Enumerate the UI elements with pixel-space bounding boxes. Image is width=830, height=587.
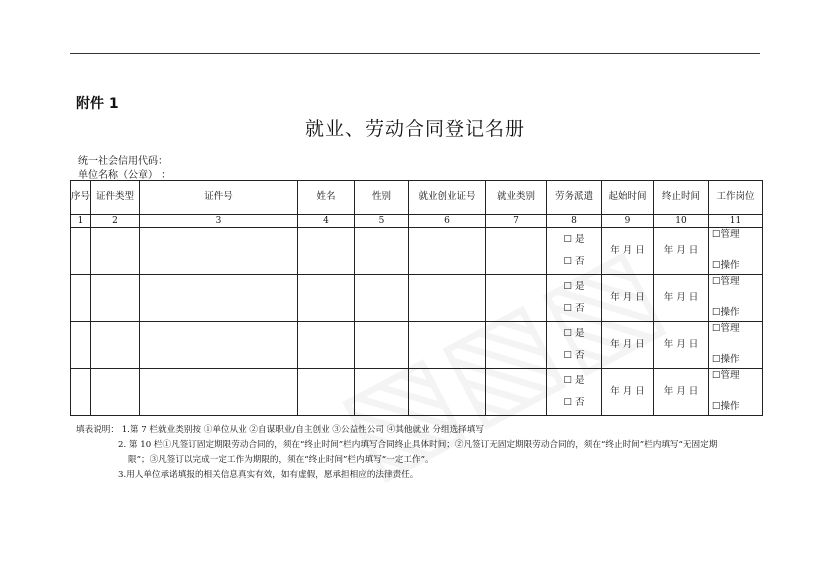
operate-checkbox[interactable]: ☐操作 <box>712 307 740 319</box>
yes-checkbox[interactable]: ☐ 是 <box>563 374 585 386</box>
no-checkbox[interactable]: ☐ 否 <box>563 302 585 314</box>
registration-table <box>70 180 763 416</box>
start-date-cell[interactable]: 年 月 日 <box>602 275 654 322</box>
header-row <box>71 181 763 215</box>
table-cell[interactable] <box>409 369 486 416</box>
table-cell[interactable] <box>486 228 547 275</box>
header-cell: 起始时间 <box>602 181 654 215</box>
header-cell: 劳务派遣 <box>547 181 602 215</box>
table-cell[interactable] <box>355 228 409 275</box>
end-date-cell[interactable]: 年 月 日 <box>654 369 709 416</box>
table-cell[interactable] <box>355 322 409 369</box>
table-cell[interactable] <box>91 275 140 322</box>
table-cell[interactable] <box>355 369 409 416</box>
table-cell[interactable] <box>71 369 91 416</box>
dispatch-cell <box>547 369 602 416</box>
column-number: 5 <box>355 215 409 228</box>
table-cell[interactable] <box>409 322 486 369</box>
post-cell <box>709 228 763 275</box>
manage-checkbox[interactable]: ☐管理 <box>712 370 740 382</box>
table-cell[interactable] <box>91 228 140 275</box>
column-number: 6 <box>409 215 486 228</box>
table-row <box>71 369 763 416</box>
no-checkbox[interactable]: ☐ 否 <box>563 255 585 267</box>
manage-checkbox[interactable]: ☐管理 <box>712 323 740 335</box>
operate-checkbox[interactable]: ☐操作 <box>712 354 740 366</box>
column-number: 10 <box>654 215 709 228</box>
column-number: 4 <box>298 215 355 228</box>
table-cell[interactable] <box>298 228 355 275</box>
post-cell <box>709 322 763 369</box>
manage-checkbox[interactable]: ☐管理 <box>712 276 740 288</box>
header-cell: 工作岗位 <box>709 181 763 215</box>
instruction-line-2-continued: 限”；③凡签订以完成一定工作为期限的，须在“终止时间”栏内填写“一定工作”。 <box>128 455 434 465</box>
table-cell[interactable] <box>355 275 409 322</box>
no-checkbox[interactable]: ☐ 否 <box>563 396 585 408</box>
table-cell[interactable] <box>298 275 355 322</box>
table-cell[interactable] <box>91 322 140 369</box>
table-cell[interactable] <box>298 369 355 416</box>
header-cell: 就业类别 <box>486 181 547 215</box>
table-row <box>71 322 763 369</box>
column-number: 3 <box>140 215 298 228</box>
credit-code-label: 统一社会信用代码： <box>78 156 168 167</box>
column-number: 11 <box>709 215 763 228</box>
table-cell[interactable] <box>71 322 91 369</box>
header-cell: 就业创业证号 <box>409 181 486 215</box>
column-number: 7 <box>486 215 547 228</box>
column-number: 1 <box>71 215 91 228</box>
post-cell <box>709 369 763 416</box>
operate-checkbox[interactable]: ☐操作 <box>712 260 740 272</box>
dispatch-cell <box>547 275 602 322</box>
table-cell[interactable] <box>71 275 91 322</box>
page-title: 就业、劳动合同登记名册 <box>304 118 525 140</box>
yes-checkbox[interactable]: ☐ 是 <box>563 327 585 339</box>
instruction-line-2: 2. 第 10 栏①凡签订固定期限劳动合同的，须在“终止时间”栏内填写合同终止具体时间；②凡签订无固定期限劳动合同的，须在“终止时间”栏内填写“无固定期 <box>118 440 718 450</box>
table-cell[interactable] <box>409 228 486 275</box>
column-number: 8 <box>547 215 602 228</box>
column-number: 9 <box>602 215 654 228</box>
instruction-line-1: 填表说明： 1.第 7 栏就业类别按 ①单位从业 ②自谋职业/自主创业 ③公益性公司 ④其他就业 分组选择填写 <box>76 425 484 435</box>
start-date-cell[interactable]: 年 月 日 <box>602 369 654 416</box>
column-number-row <box>71 215 763 228</box>
start-date-cell[interactable]: 年 月 日 <box>602 322 654 369</box>
end-date-cell[interactable]: 年 月 日 <box>654 322 709 369</box>
end-date-cell[interactable]: 年 月 日 <box>654 275 709 322</box>
header-cell: 序号 <box>71 181 91 215</box>
table-row <box>71 275 763 322</box>
attachment-label: 附件 1 <box>76 96 119 112</box>
table-cell[interactable] <box>140 369 298 416</box>
table-cell[interactable] <box>486 322 547 369</box>
dispatch-cell <box>547 322 602 369</box>
filling-instructions <box>76 423 766 483</box>
table-cell[interactable] <box>409 275 486 322</box>
header-cell: 证件类型 <box>91 181 140 215</box>
unit-name-label: 单位名称（公章） ： <box>78 170 172 181</box>
yes-checkbox[interactable]: ☐ 是 <box>563 280 585 292</box>
table-cell[interactable] <box>91 369 140 416</box>
end-date-cell[interactable]: 年 月 日 <box>654 228 709 275</box>
post-cell <box>709 275 763 322</box>
column-number: 2 <box>91 215 140 228</box>
header-cell: 姓名 <box>298 181 355 215</box>
table-cell[interactable] <box>140 275 298 322</box>
header-cell: 证件号 <box>140 181 298 215</box>
header-cell: 终止时间 <box>654 181 709 215</box>
table-cell[interactable] <box>140 228 298 275</box>
instruction-line-3: 3.用人单位承诺填报的相关信息真实有效，如有虚假，愿承担相应的法律责任。 <box>118 470 419 480</box>
start-date-cell[interactable]: 年 月 日 <box>602 228 654 275</box>
table-cell[interactable] <box>486 369 547 416</box>
table-row <box>71 228 763 275</box>
table-cell[interactable] <box>486 275 547 322</box>
top-rule <box>70 53 760 54</box>
dispatch-cell <box>547 228 602 275</box>
manage-checkbox[interactable]: ☐管理 <box>712 229 740 241</box>
header-cell: 性别 <box>355 181 409 215</box>
table-cell[interactable] <box>298 322 355 369</box>
yes-checkbox[interactable]: ☐ 是 <box>563 233 585 245</box>
table-cell[interactable] <box>140 322 298 369</box>
table-cell[interactable] <box>71 228 91 275</box>
no-checkbox[interactable]: ☐ 否 <box>563 349 585 361</box>
operate-checkbox[interactable]: ☐操作 <box>712 401 740 413</box>
